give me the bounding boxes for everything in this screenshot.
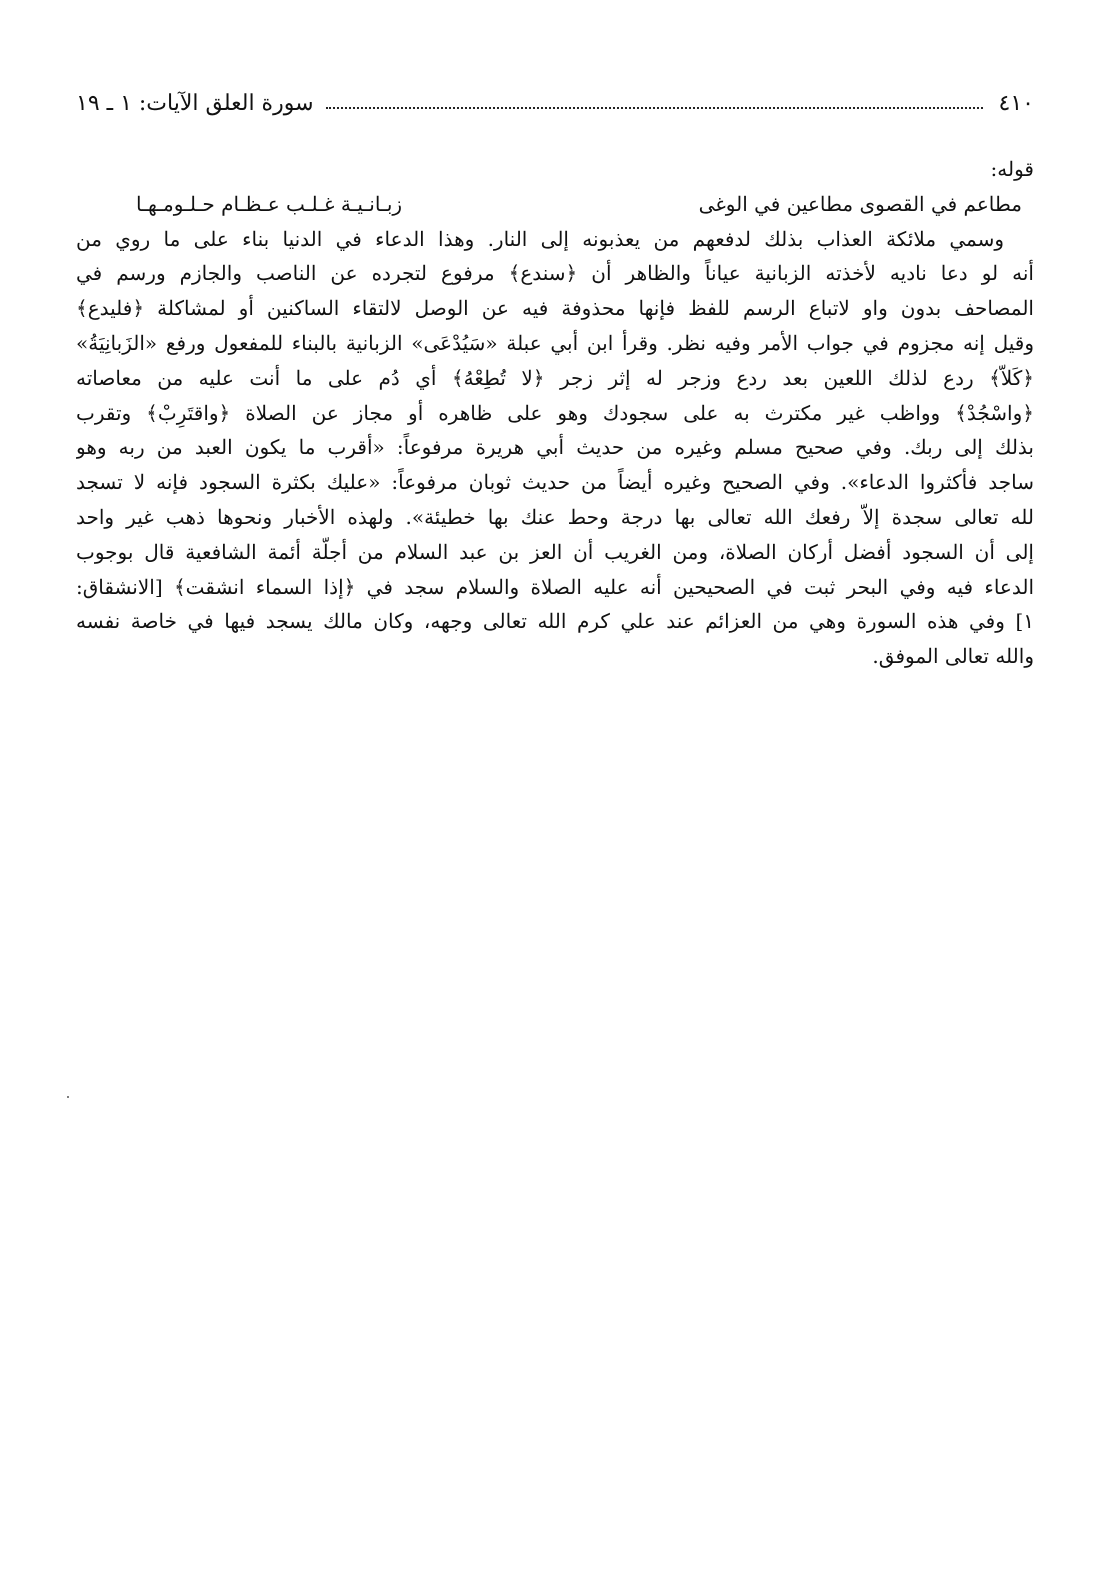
verse-second-hemistich: زبـانـيـة غـلـب عـظـام حـلـومـهـا xyxy=(136,191,403,216)
text-line: إلى أن السجود أفضل أركان الصلاة، ومن الغريب أن العز بن عبد السلام من أجلّة أئمة الشافعية قال بوجوب xyxy=(76,539,1034,564)
text-line: وسمي ملائكة العذاب بذلك لدفعهم من يعذبونه إلى النار. وهذا الدعاء في الدنيا بناء على ما روي من xyxy=(76,226,1004,251)
text-line: ساجد فأكثروا الدعاء». وفي الصحيح وغيره أيضاً من حديث ثوبان مرفوعاً: «عليك بكثرة السجود فإنه لا تسجد xyxy=(76,470,1034,495)
running-title: سورة العلق الآيات: ١ ـ ١٩ xyxy=(76,90,314,116)
text-line: ﴿كَلاّ﴾ ردع لذلك اللعين بعد ردع وزجر له إثر زجر ﴿لا تُطِعْهُ﴾ أي دُم على ما أنت عليه من معاصاته xyxy=(76,365,1034,390)
page-number: ٤١٠ xyxy=(998,90,1034,116)
text-line: ﴿واسْجُدْ﴾ وواظب غير مكترث به على سجودك وهو على ظاهره أو مجاز عن الصلاة ﴿واقتَرِبْ﴾ وتقرب xyxy=(76,400,1034,425)
intro-label: قوله: xyxy=(990,157,1034,181)
text-line: بذلك إلى ربك. وفي صحيح مسلم وغيره من حديث أبي هريرة مرفوعاً: «أقرب ما يكون العبد من ربه وهو xyxy=(76,435,1034,460)
text-line: المصاحف بدون واو لاتباع الرسم للفظ فإنها محذوفة فيه عن الوصل لالتقاء الساكنين أو لمشاكلة ﴿فليدع﴾ xyxy=(76,296,1034,321)
text-line: لله تعالى سجدة إلاّ رفعك الله تعالى بها درجة وحط عنك بها خطيئة». ولهذه الأخبار ونحوها ذهب غير واحد xyxy=(76,504,1034,529)
main-text xyxy=(76,152,1034,674)
text-line-final: والله تعالى الموفق. xyxy=(872,644,1034,669)
text-line: الدعاء فيه وفي البحر ثبت في الصحيحين أنه عليه الصلاة والسلام سجد في ﴿إذا السماء انشقت﴾ [الانشقاق: xyxy=(76,574,1034,599)
verse-first-hemistich: مطاعم في القصوى مطاعين في الوغى xyxy=(698,191,1022,216)
text-line: وقيل إنه مجزوم في جواب الأمر وفيه نظر. وقرأ ابن أبي عبلة «سَيُدْعَى» الزبانية بالبناء للمفعول ورفع «الزَبانِيَةُ» xyxy=(76,330,1034,355)
text-line: ١] وفي هذه السورة وهي من العزائم عند علي كرم الله تعالى وجهه، وكان مالك يسجد فيها في خاصة نفسه xyxy=(76,609,1034,634)
scan-speck xyxy=(67,1096,69,1098)
header-dotted-leader xyxy=(326,107,983,109)
text-line: أنه لو دعا ناديه لأخذته الزبانية عياناً والظاهر أن ﴿سندع﴾ مرفوع لتجرده عن الناصب والجازم ورسم في xyxy=(76,261,1034,286)
poetry-verse xyxy=(76,187,1034,222)
page-header xyxy=(76,86,1034,120)
